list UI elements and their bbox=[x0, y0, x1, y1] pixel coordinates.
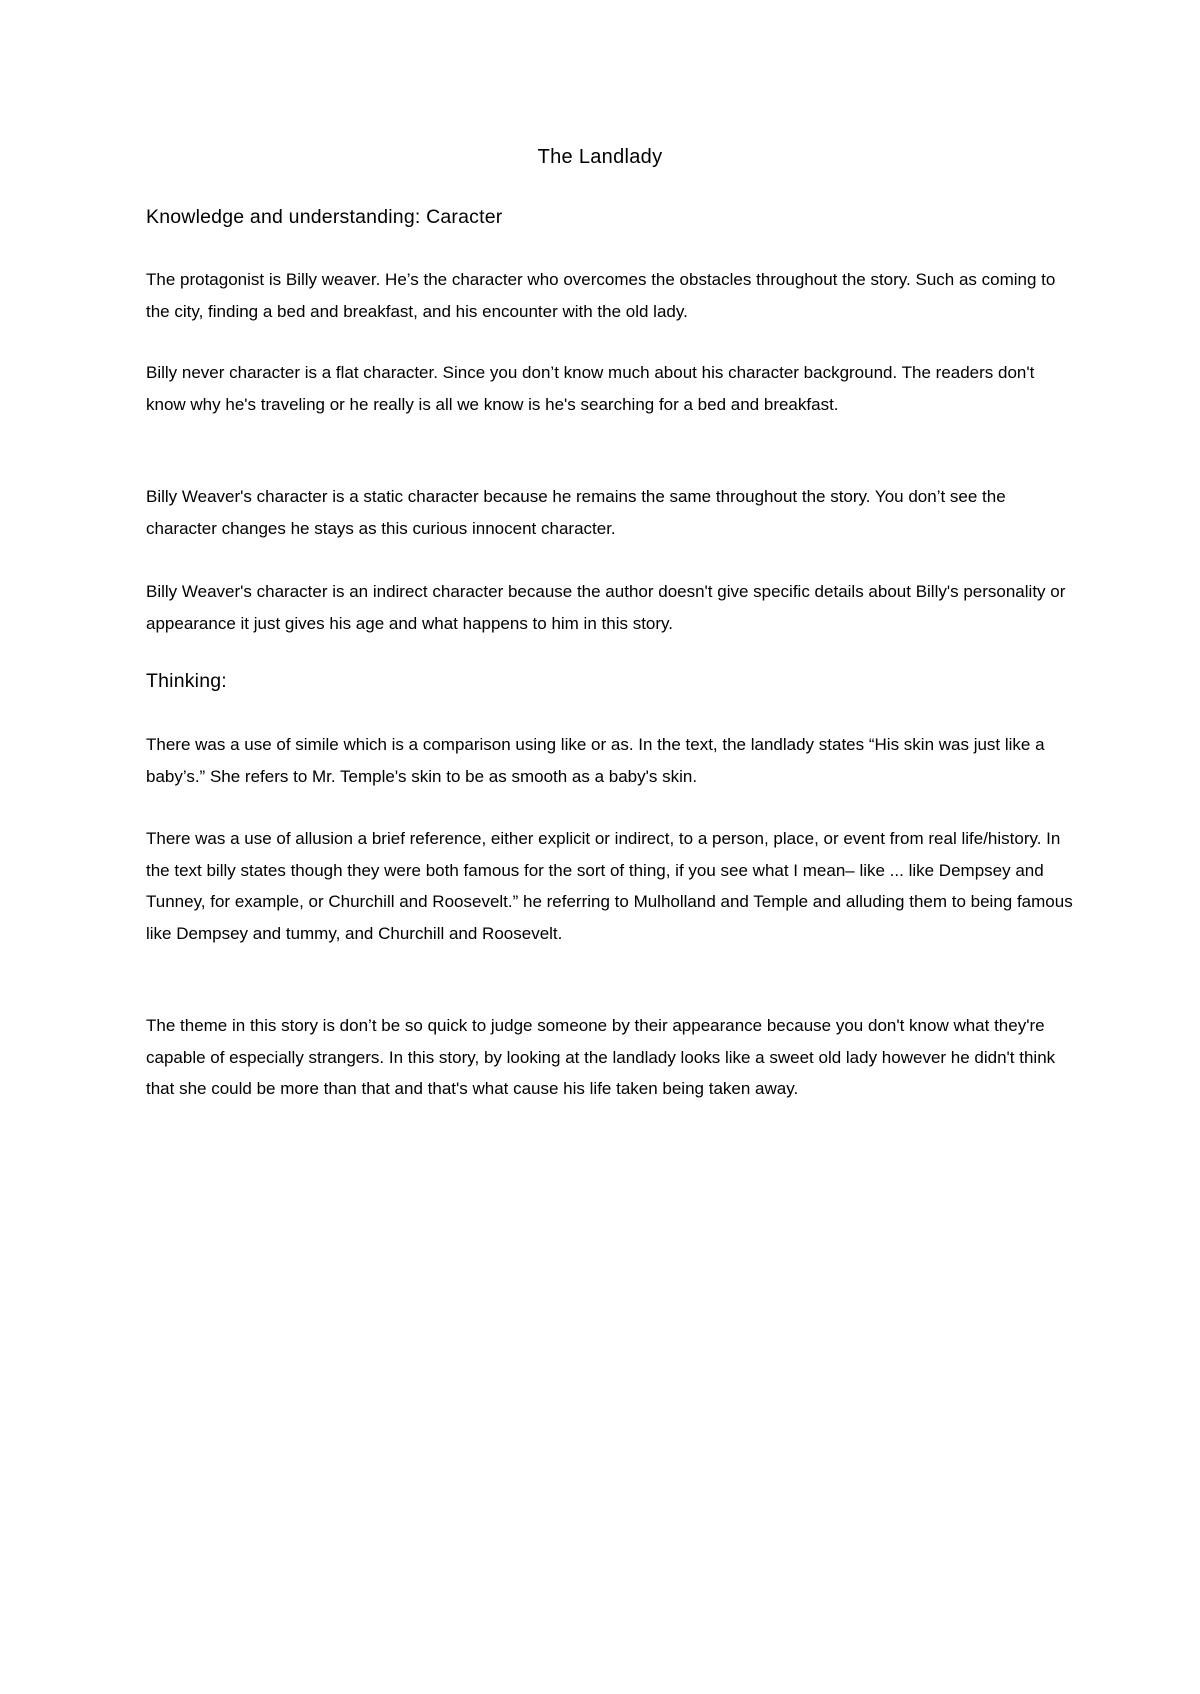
section-heading-thinking: Thinking: bbox=[146, 670, 227, 692]
paragraph-simile: There was a use of simile which is a comparison using like or as. In the text, the landlady states “His skin was just like a baby’s.” She refers to Mr. Temple's skin to be as smooth as a baby's skin. bbox=[146, 735, 1045, 786]
document-title: The Landlady bbox=[537, 146, 663, 168]
paragraph-allusion: There was a use of allusion a brief reference, either explicit or indirect, to a person, place, or event from real life/history. In the text billy states though they were both famous for the sort of thing, if you see what I mean– like ... like Dempsey and Tunney, for example, or Churchill and Roosevelt.” he referring to Mulholland and Temple and alluding them to being famous like Dempsey and tummy, and Churchill and Roosevelt. bbox=[146, 829, 1073, 943]
paragraph-static-character: Billy Weaver's character is a static character because he remains the same throughout the story. You don’t see the character changes he stays as this curious innocent character. bbox=[146, 487, 1006, 538]
paragraph-theme: The theme in this story is don’t be so quick to judge someone by their appearance because you don't know what they're capable of especially strangers. In this story, by looking at the landlady looks like a sweet old lady however he didn't think that she could be more than that and that's what cause his life taken being taken away. bbox=[146, 1016, 1056, 1098]
paragraph-indirect-character: Billy Weaver's character is an indirect character because the author doesn't give specific details about Billy's personality or appearance it just gives his age and what happens to him in this story. bbox=[146, 582, 1066, 633]
paragraph-protagonist: The protagonist is Billy weaver. He’s the character who overcomes the obstacles throughout the story. Such as coming to the city, finding a bed and breakfast, and his encounter with the old lady. bbox=[146, 270, 1056, 321]
section-heading-knowledge: Knowledge and understanding: Caracter bbox=[146, 206, 503, 228]
paragraph-flat-character: Billy never character is a flat character. Since you don’t know much about his character background. The readers don't know why he's traveling or he really is all we know is he's searching for a bed and breakfast. bbox=[146, 363, 1035, 414]
